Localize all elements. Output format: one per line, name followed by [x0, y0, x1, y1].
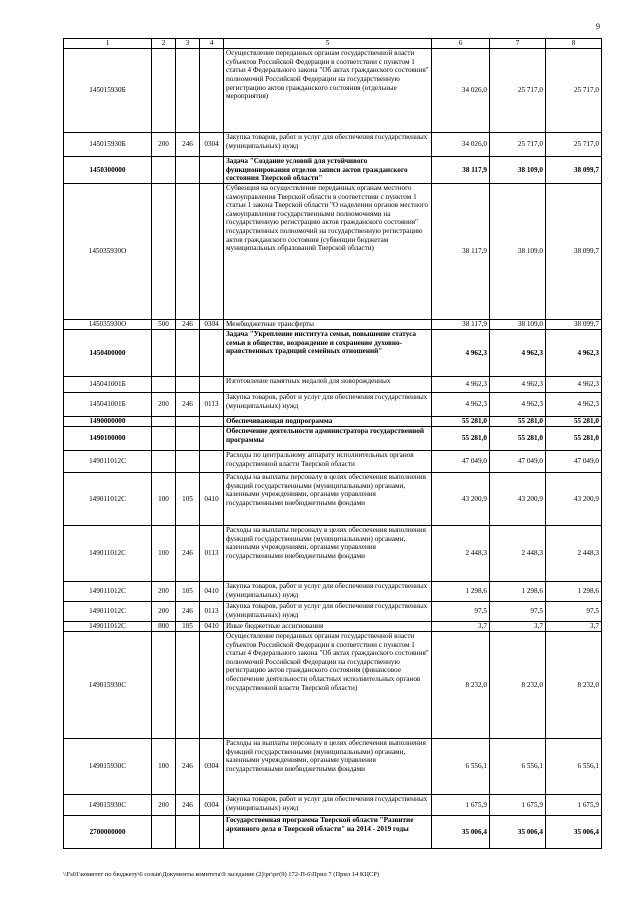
- budget-table: [63, 38, 602, 849]
- table-row: [64, 49, 602, 133]
- row-col3: [176, 426, 200, 450]
- row-description: Субвенция на осуществление переданных органам местного самоуправления Тверской области в соответствии с пунктом 1 статьи 1 закона Тверской области "О наделении органов местного самоуправления государственными полномочиями на государственную регистрацию актов гражданского состояния" государственных полномочий на государственную регистрацию актов гражданского состояния (субвенции бюджетам муниципальных образований Тверской области): [224, 183, 432, 319]
- row-col2: [152, 416, 176, 426]
- row-value-6: 38 117,9: [432, 157, 490, 184]
- row-code: 149015930С: [64, 794, 152, 815]
- row-col4: 0113: [200, 392, 224, 416]
- row-value-7: 43 200,9: [490, 472, 546, 525]
- row-value-8: 43 200,9: [546, 472, 602, 525]
- row-value-6: 3,7: [432, 621, 490, 631]
- row-col3: [176, 49, 200, 133]
- table-row: [64, 376, 602, 392]
- table-row: [64, 183, 602, 319]
- row-description: Расходы на выплаты персоналу в целях обеспечения выполнения функций государственными (муниципальными) органами, казенными учреждениями, органами управления государственными внебюджетными фондами: [224, 525, 432, 581]
- row-col3: 105: [176, 472, 200, 525]
- row-value-8: 3,7: [546, 621, 602, 631]
- table-row: [64, 601, 602, 621]
- row-code: 145015930Б: [64, 49, 152, 133]
- row-value-6: 34 026,0: [432, 133, 490, 157]
- table-row: [64, 815, 602, 848]
- row-description: Закупка товаров, работ и услуг для обеспечения государственных (муниципальных) нужд: [224, 601, 432, 621]
- row-col3: [176, 329, 200, 376]
- row-value-6: 55 281,0: [432, 416, 490, 426]
- row-col3: 105: [176, 581, 200, 601]
- table-row: [64, 392, 602, 416]
- row-col2: 200: [152, 601, 176, 621]
- row-value-8: 35 006,4: [546, 815, 602, 848]
- row-col3: [176, 157, 200, 184]
- row-description: Задача "Создание условий для устойчивого функционирования отделов записи актов гражданского состояния Тверской области": [224, 157, 432, 184]
- row-value-6: 2 448,3: [432, 525, 490, 581]
- row-col4: [200, 631, 224, 738]
- column-header: 8: [546, 39, 602, 49]
- row-description: Изготовление памятных медалей для новорожденных: [224, 376, 432, 392]
- row-col4: [200, 157, 224, 184]
- row-col2: 800: [152, 621, 176, 631]
- row-value-7: 38 109,0: [490, 319, 546, 329]
- row-col3: 105: [176, 621, 200, 631]
- row-col3: 246: [176, 738, 200, 794]
- row-col4: 0304: [200, 133, 224, 157]
- row-col4: 0410: [200, 472, 224, 525]
- row-description: Обеспечивающая подпрограмма: [224, 416, 432, 426]
- row-value-8: 4 962,3: [546, 392, 602, 416]
- row-code: 149011012С: [64, 450, 152, 472]
- row-value-6: 38 117,9: [432, 183, 490, 319]
- row-col3: [176, 450, 200, 472]
- row-value-6: 47 049,0: [432, 450, 490, 472]
- row-value-7: 1 675,9: [490, 794, 546, 815]
- row-value-8: 2 448,3: [546, 525, 602, 581]
- row-value-8: 38 099,7: [546, 183, 602, 319]
- row-value-6: 6 556,1: [432, 738, 490, 794]
- row-code: 149011012С: [64, 472, 152, 525]
- table-row: [64, 794, 602, 815]
- row-code: 1490100000: [64, 426, 152, 450]
- row-value-6: 43 200,9: [432, 472, 490, 525]
- row-col2: [152, 49, 176, 133]
- table-row: [64, 426, 602, 450]
- row-col3: 246: [176, 601, 200, 621]
- table-row: [64, 472, 602, 525]
- row-code: 145015930Б: [64, 133, 152, 157]
- table-row: [64, 329, 602, 376]
- row-col2: [152, 450, 176, 472]
- row-col4: [200, 376, 224, 392]
- row-value-6: 38 117,9: [432, 319, 490, 329]
- row-col2: [152, 631, 176, 738]
- row-col2: [152, 329, 176, 376]
- row-col2: [152, 426, 176, 450]
- row-code: 149011012С: [64, 621, 152, 631]
- column-header: 2: [152, 39, 176, 49]
- row-value-8: 47 049,0: [546, 450, 602, 472]
- row-code: 149011012С: [64, 525, 152, 581]
- row-value-8: 8 232,0: [546, 631, 602, 738]
- row-col3: [176, 376, 200, 392]
- row-col2: 200: [152, 581, 176, 601]
- row-value-7: 6 556,1: [490, 738, 546, 794]
- table-row: [64, 525, 602, 581]
- row-value-6: 4 962,3: [432, 392, 490, 416]
- row-col2: [152, 376, 176, 392]
- table-header-row: [64, 39, 602, 49]
- row-value-7: 3,7: [490, 621, 546, 631]
- row-col3: [176, 631, 200, 738]
- row-value-8: 55 281,0: [546, 426, 602, 450]
- row-code: 145041001Б: [64, 392, 152, 416]
- row-description: Иные бюджетные ассигнования: [224, 621, 432, 631]
- row-value-7: 38 109,0: [490, 157, 546, 184]
- file-path-footer: \\Fs01\комитет по бюджету\6 созыв\Документы комитета\9 заседание (2)\рг\рг(9) 172-П-6\Прил 7 (Прил 14 КЦСР): [63, 871, 380, 878]
- row-col4: [200, 329, 224, 376]
- row-value-6: 55 281,0: [432, 426, 490, 450]
- table-row: [64, 319, 602, 329]
- row-value-7: 97,5: [490, 601, 546, 621]
- row-value-7: 47 049,0: [490, 450, 546, 472]
- row-description: Расходы на выплаты персоналу в целях обеспечения выполнения функций государственными (муниципальными) органами, казенными учреждениями, органами управления государственными внебюджетными фондами: [224, 738, 432, 794]
- row-col2: 200: [152, 794, 176, 815]
- table-row: [64, 621, 602, 631]
- table-row: [64, 631, 602, 738]
- row-col2: 100: [152, 472, 176, 525]
- row-col4: 0113: [200, 601, 224, 621]
- row-col2: 100: [152, 525, 176, 581]
- row-value-8: 6 556,1: [546, 738, 602, 794]
- row-value-6: 97,5: [432, 601, 490, 621]
- row-value-6: 8 232,0: [432, 631, 490, 738]
- row-col3: [176, 183, 200, 319]
- row-description: Закупка товаров, работ и услуг для обеспечения государственных (муниципальных) нужд: [224, 392, 432, 416]
- row-code: 149011012С: [64, 601, 152, 621]
- row-col3: 246: [176, 392, 200, 416]
- row-value-6: 34 026,0: [432, 49, 490, 133]
- row-value-6: 35 006,4: [432, 815, 490, 848]
- row-col4: [200, 416, 224, 426]
- row-col4: [200, 815, 224, 848]
- row-value-7: 25 717,0: [490, 49, 546, 133]
- column-header: 7: [490, 39, 546, 49]
- row-code: 145035930О: [64, 319, 152, 329]
- row-col4: [200, 450, 224, 472]
- row-col2: 200: [152, 133, 176, 157]
- row-value-7: 55 281,0: [490, 416, 546, 426]
- row-value-7: 4 962,3: [490, 329, 546, 376]
- row-value-8: 25 717,0: [546, 49, 602, 133]
- row-description: Осуществление переданных органам государственной власти субъектов Российской Федерации в соответствии с пунктом 1 статьи 4 Федерального закона "Об актах гражданского состояния" полномочий Российской Федерации на государственную регистрацию актов гражданского состояния (отдельные мероприятия): [224, 49, 432, 133]
- row-value-8: 55 281,0: [546, 416, 602, 426]
- row-value-8: 4 962,3: [546, 329, 602, 376]
- table-row: [64, 581, 602, 601]
- row-code: 145035930О: [64, 183, 152, 319]
- row-code: 145041001Б: [64, 376, 152, 392]
- row-description: Межбюджетные трансферты: [224, 319, 432, 329]
- row-col4: 0304: [200, 794, 224, 815]
- row-col4: 0410: [200, 581, 224, 601]
- row-code: 1490000000: [64, 416, 152, 426]
- row-value-8: 25 717,0: [546, 133, 602, 157]
- row-col2: [152, 183, 176, 319]
- row-value-6: 4 962,3: [432, 376, 490, 392]
- row-value-8: 1 675,9: [546, 794, 602, 815]
- row-value-8: 97,5: [546, 601, 602, 621]
- row-code: 149015930С: [64, 738, 152, 794]
- column-header: 1: [64, 39, 152, 49]
- row-col2: 200: [152, 392, 176, 416]
- table-row: [64, 738, 602, 794]
- row-col4: 0113: [200, 525, 224, 581]
- row-description: Расходы на выплаты персоналу в целях обеспечения выполнения функций государственными (муниципальными) органами, казенными учреждениями, органами управления государственными внебюджетными фондами: [224, 472, 432, 525]
- row-description: Обеспечение деятельности администратора государственной программы: [224, 426, 432, 450]
- row-col3: [176, 815, 200, 848]
- column-header: 6: [432, 39, 490, 49]
- row-col3: 246: [176, 525, 200, 581]
- row-description: Расходы по центральному аппарату исполнительных органов государственной власти Тверской области: [224, 450, 432, 472]
- row-description: Закупка товаров, работ и услуг для обеспечения государственных (муниципальных) нужд: [224, 133, 432, 157]
- page-number: 9: [596, 22, 600, 31]
- row-value-7: 1 298,6: [490, 581, 546, 601]
- row-value-7: 4 962,3: [490, 392, 546, 416]
- column-header: 3: [176, 39, 200, 49]
- row-col2: 500: [152, 319, 176, 329]
- column-header: 4: [200, 39, 224, 49]
- row-description: Закупка товаров, работ и услуг для обеспечения государственных (муниципальных) нужд: [224, 581, 432, 601]
- row-code: 149015930С: [64, 631, 152, 738]
- row-col4: 0304: [200, 319, 224, 329]
- row-code: 2700000000: [64, 815, 152, 848]
- row-code: 1450300000: [64, 157, 152, 184]
- row-value-8: 38 099,7: [546, 157, 602, 184]
- row-value-7: 2 448,3: [490, 525, 546, 581]
- row-col4: [200, 426, 224, 450]
- table-row: [64, 450, 602, 472]
- row-value-7: 55 281,0: [490, 426, 546, 450]
- row-code: 149011012С: [64, 581, 152, 601]
- row-value-6: 1 675,9: [432, 794, 490, 815]
- row-col2: [152, 815, 176, 848]
- row-value-8: 38 099,7: [546, 319, 602, 329]
- row-code: 1450400000: [64, 329, 152, 376]
- row-description: Государственная программа Тверской области "Развитие архивного дела в Тверской области" на 2014 - 2019 годы: [224, 815, 432, 848]
- row-description: Осуществление переданных органам государственной власти субъектов Российской Федерации в соответствии с пунктом 1 статьи 4 Федерального закона "Об актах гражданского состояния" полномочий Российской Федерации на государственную регистрацию актов гражданского состояния (финансовое обеспечение деятельности областных исполнительных органов государственной власти Тверской области): [224, 631, 432, 738]
- row-value-6: 1 298,6: [432, 581, 490, 601]
- row-value-7: 25 717,0: [490, 133, 546, 157]
- row-col3: [176, 416, 200, 426]
- row-value-8: 4 962,3: [546, 376, 602, 392]
- row-description: Задача "Укрепление института семьи, повышение статуса семьи в обществе, возрождение и сохранение духовно-нравственных традиций семейных отношений": [224, 329, 432, 376]
- table-row: [64, 416, 602, 426]
- row-col2: 100: [152, 738, 176, 794]
- row-col3: 246: [176, 794, 200, 815]
- row-col4: [200, 183, 224, 319]
- row-col4: 0410: [200, 621, 224, 631]
- row-value-7: 35 006,4: [490, 815, 546, 848]
- row-col3: 246: [176, 319, 200, 329]
- row-col4: [200, 49, 224, 133]
- column-header: 5: [224, 39, 432, 49]
- row-col3: 246: [176, 133, 200, 157]
- row-description: Закупка товаров, работ и услуг для обеспечения государственных (муниципальных) нужд: [224, 794, 432, 815]
- row-value-7: 4 962,3: [490, 376, 546, 392]
- row-value-6: 4 962,3: [432, 329, 490, 376]
- row-value-7: 8 232,0: [490, 631, 546, 738]
- row-value-7: 38 109,0: [490, 183, 546, 319]
- row-col4: 0304: [200, 738, 224, 794]
- table-row: [64, 157, 602, 184]
- table-row: [64, 133, 602, 157]
- row-col2: [152, 157, 176, 184]
- row-value-8: 1 298,6: [546, 581, 602, 601]
